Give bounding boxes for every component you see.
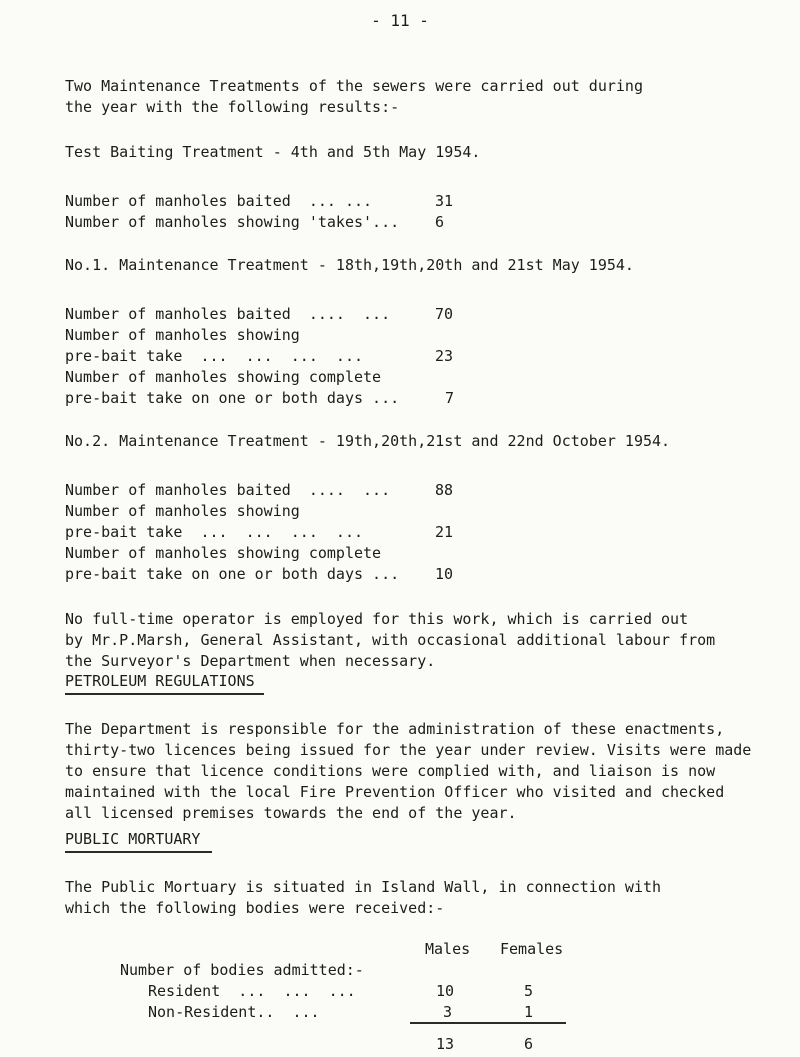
treatment2-row-label: Number of manholes showing complete xyxy=(65,544,382,562)
total-males: 13 xyxy=(436,1035,455,1053)
column-header-males: Males xyxy=(425,940,471,958)
paragraph-line: thirty-two licences being issued for the year under review. Visits were made xyxy=(65,741,752,759)
nonresident-females: 1 xyxy=(524,1003,534,1021)
mortuary-paragraph xyxy=(65,877,755,919)
paragraph-line: maintained with the local Fire Prevention Officer who visited and checked xyxy=(65,783,725,801)
treatment1-row-label: pre-bait take on one or both days ... xyxy=(65,389,400,407)
test-baiting-row-value: 6 xyxy=(435,213,445,231)
intro-line: Two Maintenance Treatments of the sewers were carried out during xyxy=(65,77,643,95)
treatment1-row-label: Number of manholes showing complete xyxy=(65,368,382,386)
treatment2-row-value: 21 xyxy=(435,523,454,541)
operator-paragraph xyxy=(65,609,755,672)
treatment1-row-value: 23 xyxy=(435,347,454,365)
total-females: 6 xyxy=(524,1035,534,1053)
intro-paragraph xyxy=(65,76,755,118)
treatment2-row-value: 10 xyxy=(435,565,454,583)
treatment1-title: No.1. Maintenance Treatment - 18th,19th,20th and 21st May 1954. xyxy=(65,256,634,274)
petroleum-heading-underline xyxy=(65,693,264,695)
paragraph-line: the Surveyor's Department when necessary. xyxy=(65,652,436,670)
intro-line: the year with the following results:- xyxy=(65,98,400,116)
subtotal-rule xyxy=(410,1022,566,1024)
mortuary-heading: PUBLIC MORTUARY xyxy=(65,830,201,848)
test-baiting-row-label: Number of manholes showing 'takes'... xyxy=(65,213,400,231)
treatment1-row-value: 70 xyxy=(435,305,454,323)
resident-label: Resident ... ... ... xyxy=(148,982,356,1000)
paragraph-line: The Public Mortuary is situated in Island Wall, in connection with xyxy=(65,878,662,896)
treatment1-row-label: pre-bait take ... ... ... ... xyxy=(65,347,364,365)
treatment1-row-label: Number of manholes baited .... ... xyxy=(65,305,391,323)
treatment1-row-value: 7 xyxy=(445,389,455,407)
paragraph-line: to ensure that licence conditions were complied with, and liaison is now xyxy=(65,762,716,780)
treatment2-row-label: pre-bait take ... ... ... ... xyxy=(65,523,364,541)
page-number: - 11 - xyxy=(371,11,429,30)
treatment2-title: No.2. Maintenance Treatment - 19th,20th,21st and 22nd October 1954. xyxy=(65,432,671,450)
petroleum-paragraph xyxy=(65,719,755,824)
treatment2-row-label: pre-bait take on one or both days ... xyxy=(65,565,400,583)
paragraph-line: by Mr.P.Marsh, General Assistant, with occasional additional labour from xyxy=(65,631,716,649)
paragraph-line: which the following bodies were received:- xyxy=(65,899,445,917)
treatment2-row-value: 88 xyxy=(435,481,454,499)
test-baiting-row-value: 31 xyxy=(435,192,454,210)
admitted-label: Number of bodies admitted:- xyxy=(120,961,364,979)
column-header-females: Females xyxy=(500,940,564,958)
test-baiting-title: Test Baiting Treatment - 4th and 5th May 1954. xyxy=(65,143,481,161)
paragraph-line: The Department is responsible for the administration of these enactments, xyxy=(65,720,725,738)
mortuary-heading-underline xyxy=(65,851,212,853)
nonresident-males: 3 xyxy=(443,1003,453,1021)
treatment2-row-label: Number of manholes showing xyxy=(65,502,300,520)
treatment1-row-label: Number of manholes showing xyxy=(65,326,300,344)
nonresident-label: Non-Resident.. ... xyxy=(148,1003,320,1021)
resident-females: 5 xyxy=(524,982,534,1000)
paragraph-line: No full-time operator is employed for this work, which is carried out xyxy=(65,610,689,628)
test-baiting-row-label: Number of manholes baited ... ... xyxy=(65,192,373,210)
resident-males: 10 xyxy=(436,982,455,1000)
paragraph-line: all licensed premises towards the end of the year. xyxy=(65,804,517,822)
treatment2-row-label: Number of manholes baited .... ... xyxy=(65,481,391,499)
petroleum-heading: PETROLEUM REGULATIONS xyxy=(65,672,255,690)
